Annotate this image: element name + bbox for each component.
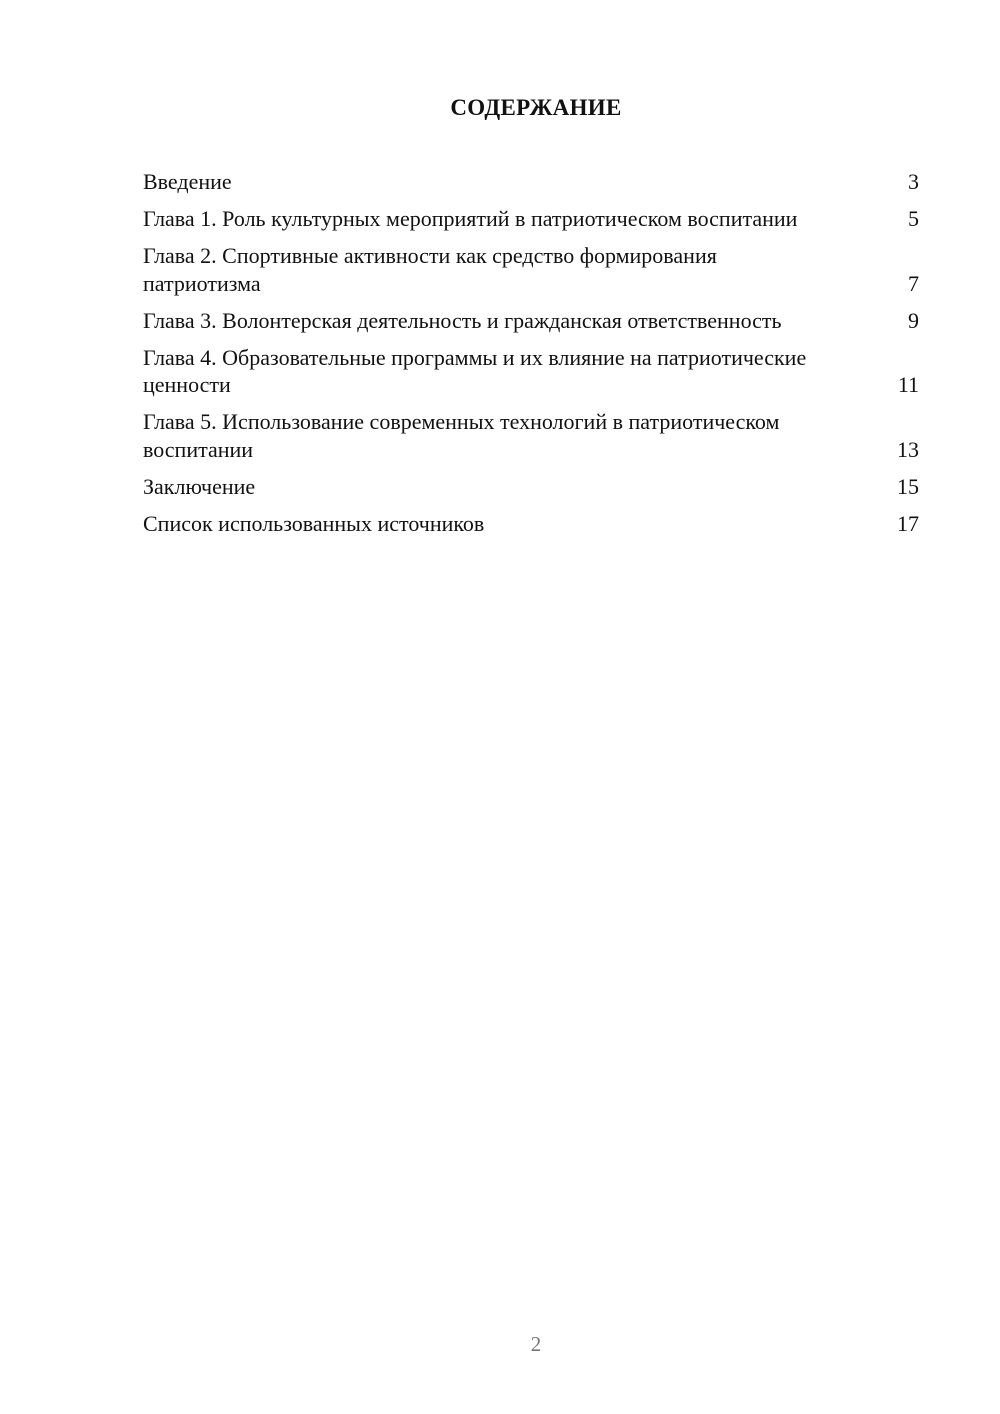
page-number: 2 bbox=[530, 1332, 542, 1356]
toc-item-chapter-4 bbox=[143, 344, 919, 399]
toc-item-page: 5 bbox=[908, 206, 919, 231]
toc-item-page: 13 bbox=[897, 436, 919, 462]
toc-item-conclusion bbox=[143, 473, 919, 501]
toc-item-chapter-5 bbox=[143, 408, 919, 463]
toc-item-text: Введение bbox=[143, 169, 232, 194]
toc-item-text: Список использованных источников bbox=[143, 510, 485, 536]
toc-item-chapter-1 bbox=[143, 205, 919, 233]
toc-item-text: Глава 1. Роль культурных мероприятий в патриотическом воспитании bbox=[143, 206, 798, 231]
toc-item-text: Глава 5. Использование современных технологий в патриотическом воспитании bbox=[143, 409, 780, 462]
toc-item-text: Глава 3. Волонтерская деятельность и гражданская ответственность bbox=[143, 307, 782, 333]
toc-item-page: 9 bbox=[908, 307, 919, 333]
toc-item-chapter-3 bbox=[143, 307, 919, 335]
toc-item-text: Заключение bbox=[143, 473, 256, 499]
toc-item-introduction bbox=[143, 168, 919, 196]
toc-item-page: 17 bbox=[897, 510, 919, 536]
table-of-contents bbox=[143, 168, 919, 547]
toc-item-page: 7 bbox=[908, 270, 919, 296]
toc-item-text: Глава 2. Спортивные активности как средство формирования патриотизма bbox=[143, 243, 717, 296]
toc-item-page: 11 bbox=[897, 372, 919, 397]
toc-item-references bbox=[143, 510, 919, 538]
toc-item-chapter-2 bbox=[143, 242, 919, 297]
page-title: СОДЕРЖАНИЕ bbox=[450, 95, 622, 120]
toc-item-page: 3 bbox=[908, 169, 919, 194]
toc-item-page: 15 bbox=[897, 473, 919, 499]
toc-item-text: Глава 4. Образовательные программы и их влияние на патриотические ценности bbox=[143, 344, 807, 397]
